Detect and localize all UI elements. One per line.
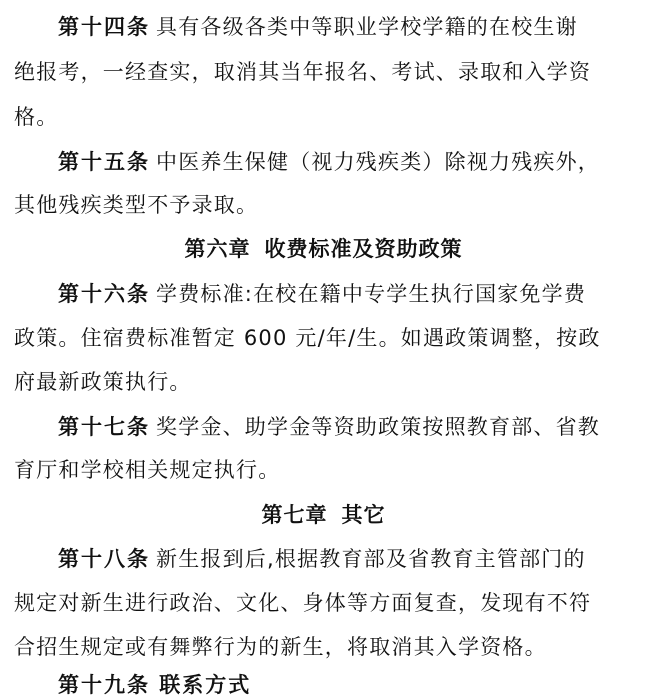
article-14-line-2: 绝报考，一经查实，取消其当年报名、考试、录取和入学资 xyxy=(14,60,592,84)
article-15-number: 第十五条 xyxy=(58,150,150,174)
article-18-number: 第十八条 xyxy=(58,547,150,571)
article-15-line-2: 其他残疾类型不予录取。 xyxy=(14,193,259,217)
article-14-number: 第十四条 xyxy=(58,15,150,39)
article-17-line-2: 育厅和学校相关规定执行。 xyxy=(14,458,281,482)
article-15-text: 中医养生保健（视力残疾类）除视力残疾外， xyxy=(156,150,600,174)
chapter-7-title: 其它 xyxy=(341,503,386,527)
article-17-text: 奖学金、助学金等资助政策按照教育部、省教 xyxy=(156,415,600,439)
article-18-line-2: 规定对新生进行政治、文化、身体等方面复查，发现有不符 xyxy=(14,591,592,615)
article-18-line-3: 合招生规定或有舞弊行为的新生，将取消其入学资格。 xyxy=(14,635,547,659)
article-18-text: 新生报到后,根据教育部及省教育主管部门的 xyxy=(156,547,586,571)
article-16-text: 学费标准:在校在籍中专学生执行国家免学费 xyxy=(156,282,587,306)
article-15-line-1 xyxy=(0,147,647,177)
article-14-line-1 xyxy=(0,12,647,42)
chapter-7-heading xyxy=(0,500,647,530)
chapter-6-heading xyxy=(0,234,647,264)
article-16-number: 第十六条 xyxy=(58,282,150,306)
article-16-line-1 xyxy=(0,279,647,309)
article-17-number: 第十七条 xyxy=(58,415,150,439)
article-18-line-1 xyxy=(0,544,647,574)
article-14-text: 具有各级各类中等职业学校学籍的在校生谢 xyxy=(156,15,578,39)
chapter-6-title: 收费标准及资助政策 xyxy=(264,237,463,261)
chapter-6-number: 第六章 xyxy=(184,237,251,261)
article-14-line-3: 格。 xyxy=(14,105,59,129)
article-16-line-3: 府最新政策执行。 xyxy=(14,370,192,394)
chapter-7-number: 第七章 xyxy=(261,503,328,527)
article-16-line-2: 政策。住宿费标准暂定 600 元/年/生。如遇政策调整，按政 xyxy=(14,326,601,350)
article-19-partial-line: 第十九条 联系方式 xyxy=(58,673,252,697)
article-17-line-1 xyxy=(0,412,647,442)
